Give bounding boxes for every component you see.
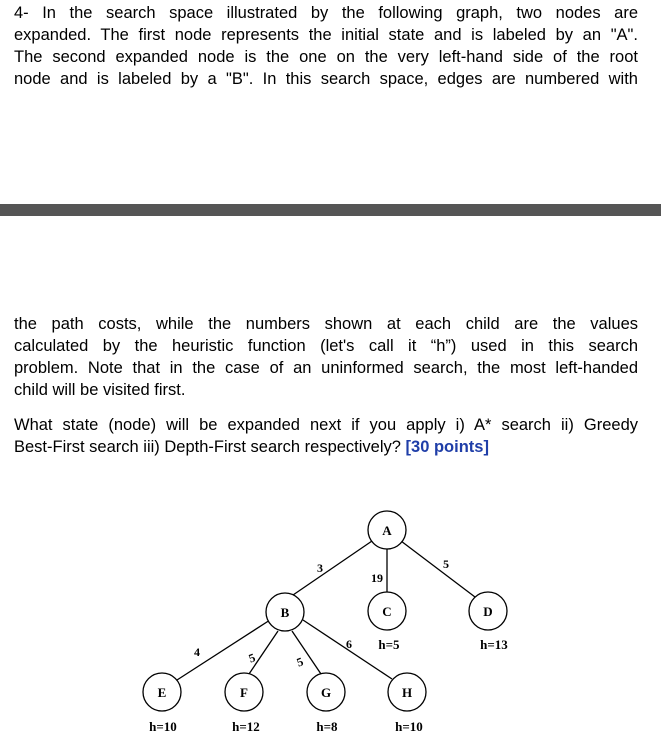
continuation-line: child will be visited first. <box>14 381 186 399</box>
heuristic-e: h=10 <box>149 719 177 734</box>
intro-line: The second expanded node is the one on the very left-hand side of the root <box>14 48 638 66</box>
node-g <box>307 673 345 711</box>
node-label-d: D <box>483 604 493 619</box>
heuristic-g: h=8 <box>316 719 338 734</box>
ask-line-text: Best-First search iii) Depth-First search respectively? <box>14 438 401 456</box>
edge-b-f <box>246 631 278 674</box>
intro-line: 4- In the search space illustrated by the following graph, two nodes are <box>14 4 638 22</box>
node-b <box>266 593 304 631</box>
edge-label-b-h: 6 <box>346 637 352 651</box>
heuristic-d: h=13 <box>480 637 508 652</box>
edge-label-b-g: 5 <box>294 654 306 670</box>
node-c <box>368 592 406 630</box>
intro-line: node and is labeled by a "B". In this search space, edges are numbered with <box>14 70 638 88</box>
node-label-c: C <box>382 604 392 619</box>
node-label-e: E <box>157 685 167 700</box>
node-d <box>469 592 507 630</box>
edge-b-g <box>292 631 321 674</box>
continuation-line: the path costs, while the numbers shown at each child are the values <box>14 315 638 333</box>
node-h <box>388 673 426 711</box>
edge-label-a-d: 5 <box>443 557 449 571</box>
continuation-line: problem. Note that in the case of an uninformed search, the most left-handed <box>14 359 638 377</box>
node-label-h: H <box>401 685 413 700</box>
node-a <box>368 511 406 549</box>
edge-b-e <box>177 620 270 680</box>
points-label: [30 points] <box>405 438 489 456</box>
node-label-g: G <box>320 685 332 700</box>
intro-line: expanded. The first node represents the initial state and is labeled by an "A". <box>14 26 638 44</box>
node-label-f: F <box>240 685 248 700</box>
heuristic-f: h=12 <box>232 719 260 734</box>
edge-label-a-c: 19 <box>371 571 383 585</box>
edge-label-b-f: 5 <box>246 650 258 666</box>
ask-line: What state (node) will be expanded next if you apply i) A* search ii) Greedy <box>14 416 638 434</box>
node-label-a: A <box>382 523 392 538</box>
continuation-line: calculated by the heuristic function (let's call it “h”) used in this search <box>14 337 638 355</box>
edge-label-b-e: 4 <box>194 645 200 659</box>
heuristic-h: h=10 <box>395 719 423 734</box>
node-e <box>143 673 181 711</box>
node-label-b: B <box>280 605 290 620</box>
heuristic-c: h=5 <box>378 637 400 652</box>
edge-label-a-b: 3 <box>317 561 323 575</box>
edge-a-b <box>293 541 372 595</box>
node-f <box>225 673 263 711</box>
edge-a-d <box>401 541 475 597</box>
